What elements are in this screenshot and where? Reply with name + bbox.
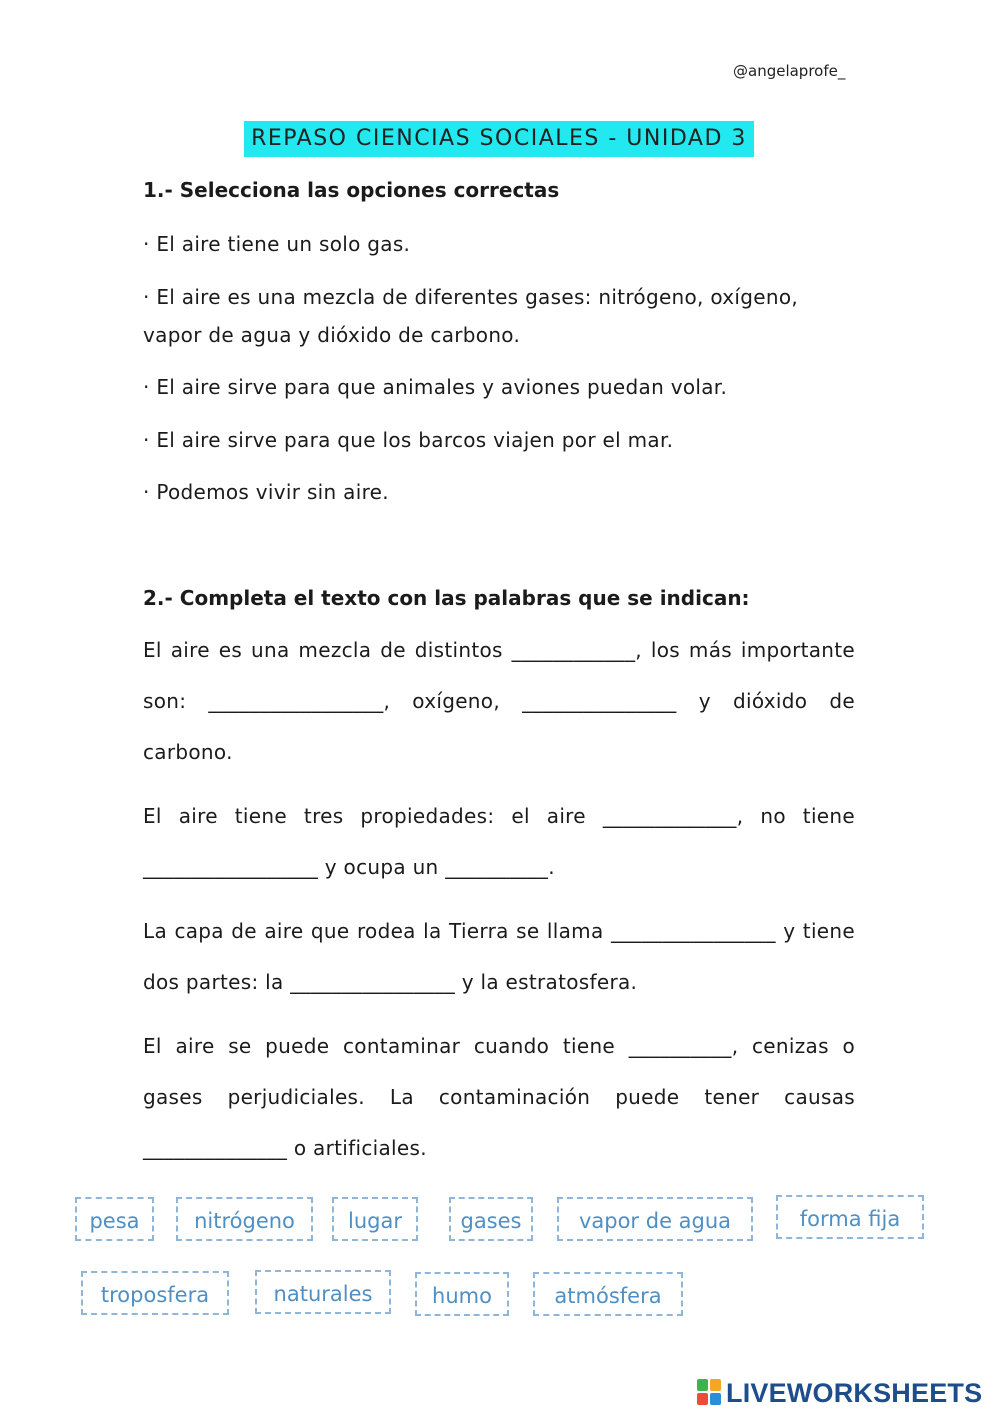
option-1[interactable]: · El aire tiene un solo gas. [143, 232, 411, 256]
option-2[interactable]: · El aire es una mezcla de diferentes gases: nitrógeno, oxígeno, [143, 285, 799, 309]
option-5[interactable]: · Podemos vivir sin aire. [143, 480, 389, 504]
liveworksheets-logo-icon [697, 1379, 723, 1407]
liveworksheets-brand: LIVEWORKSHEETS [726, 1377, 983, 1408]
blank-field[interactable]: ______________ [143, 1136, 288, 1160]
option-2-continued[interactable]: vapor de agua y dióxido de carbono. [143, 323, 521, 347]
paragraph-text: y ocupa un [318, 855, 446, 879]
blank-field[interactable]: __________ [445, 855, 549, 879]
blank-field[interactable]: _______________ [522, 689, 677, 713]
section1-heading: 1.- Selecciona las opciones correctas [143, 178, 560, 202]
author-handle: @angelaprofe_ [733, 62, 846, 80]
paragraph-2 [143, 791, 855, 893]
liveworksheets-logo [697, 1376, 982, 1410]
word-chip-pesa[interactable]: pesa [75, 1197, 154, 1241]
paragraph-text: El aire es una mezcla de distintos [143, 638, 512, 662]
blank-field[interactable]: __________ [628, 1034, 732, 1058]
section2-heading: 2.- Completa el texto con las palabras que se indican: [143, 586, 750, 610]
paragraph-text: . [548, 855, 555, 879]
paragraph-1 [143, 625, 855, 778]
paragraph-3 [143, 906, 855, 1008]
blank-field[interactable]: ____________ [511, 638, 636, 662]
blank-field[interactable]: _________________ [143, 855, 319, 879]
word-chip-vapor-de-agua[interactable]: vapor de agua [557, 1197, 753, 1241]
word-chip-naturales[interactable]: naturales [255, 1270, 391, 1314]
paragraph-text: y tiene dos partes: la [143, 919, 855, 994]
paragraph-text: , cenizas o gases perjudiciales. La contaminación puede tener causas [143, 1034, 855, 1109]
worksheet-title: REPASO CIENCIAS SOCIALES - UNIDAD 3 [244, 121, 754, 157]
option-4[interactable]: · El aire sirve para que los barcos viajen por el mar. [143, 428, 674, 452]
paragraph-text: , los más importante son: [143, 638, 856, 713]
paragraph-text: , oxígeno, [383, 689, 523, 713]
blank-field[interactable]: ________________ [290, 970, 456, 994]
paragraph-text: y la estratosfera. [455, 970, 638, 994]
word-chip-gases[interactable]: gases [449, 1197, 533, 1241]
word-chip-troposfera[interactable]: troposfera [81, 1271, 229, 1315]
paragraph-text: La capa de aire que rodea la Tierra se llama [143, 919, 611, 943]
word-chip-forma-fija[interactable]: forma fija [776, 1195, 924, 1239]
paragraph-text: , no tiene [736, 804, 855, 828]
word-chip-nitrogeno[interactable]: nitrógeno [176, 1197, 313, 1241]
paragraph-text: El aire se puede contaminar cuando tiene [143, 1034, 629, 1058]
blank-field[interactable]: _________________ [208, 689, 384, 713]
paragraph-text: o artificiales. [287, 1136, 427, 1160]
word-chip-lugar[interactable]: lugar [332, 1197, 418, 1241]
word-chip-humo[interactable]: humo [415, 1272, 509, 1316]
blank-field[interactable]: _____________ [602, 804, 737, 828]
paragraph-text: y dióxido de carbono. [143, 689, 856, 764]
blank-field[interactable]: ________________ [610, 919, 776, 943]
paragraph-4 [143, 1021, 855, 1174]
paragraph-text: El aire tiene tres propiedades: el aire [143, 804, 603, 828]
word-chip-atmosfera[interactable]: atmósfera [533, 1272, 683, 1316]
option-3[interactable]: · El aire sirve para que animales y aviones puedan volar. [143, 375, 728, 399]
